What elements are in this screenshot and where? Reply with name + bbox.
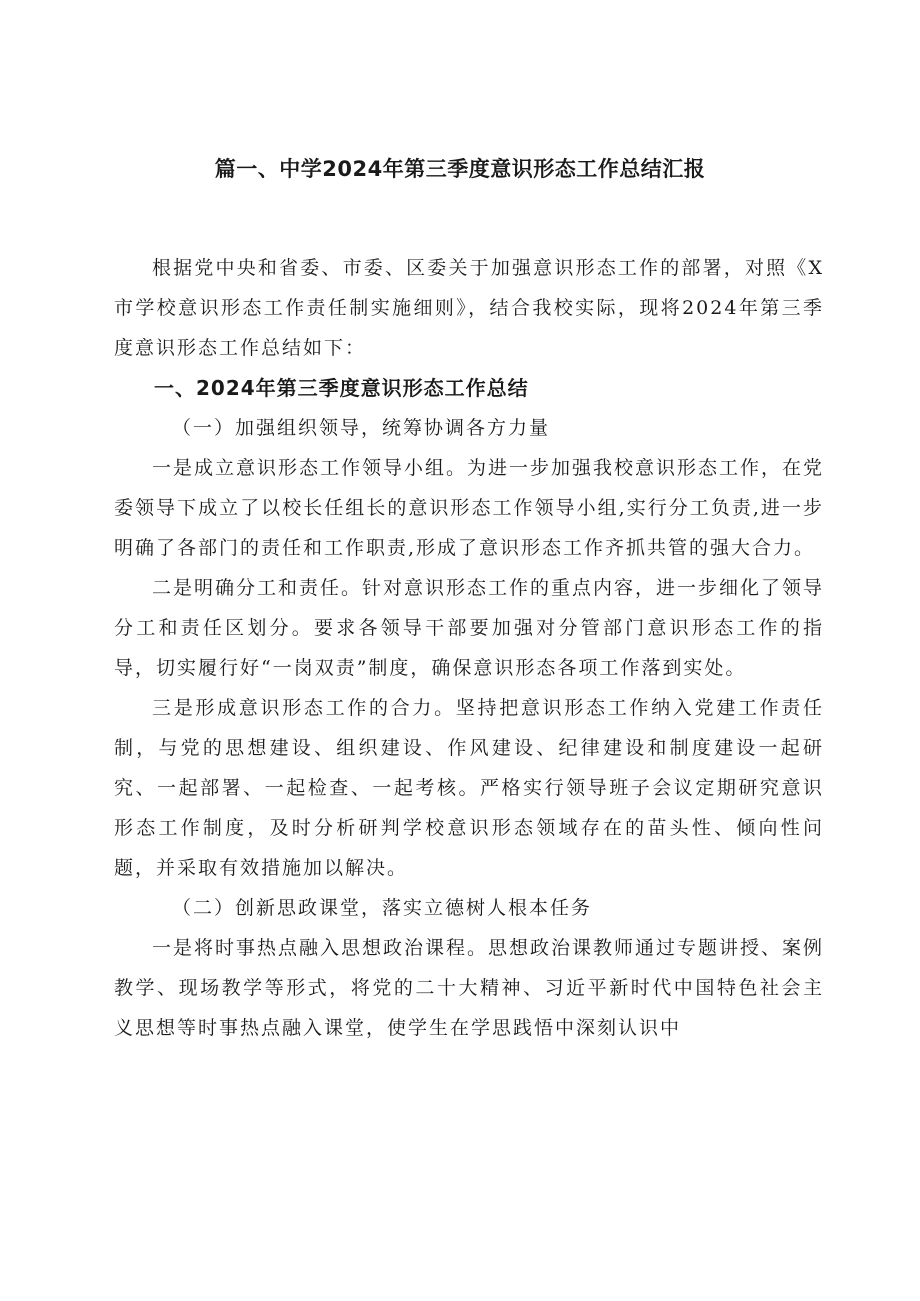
section-heading-1: 一、2024年第三季度意识形态工作总结 <box>154 376 529 400</box>
subsection-heading-2: （二）创新思政课堂，落实立德树人根本任务 <box>172 897 593 919</box>
document-body <box>114 248 824 1048</box>
subsection-heading-1: （一）加强组织领导，统筹协调各方力量 <box>172 417 551 439</box>
paragraph-joint-effort: 三是形成意识形态工作的合力。坚持把意识形态工作纳入党建工作责任制，与党的思想建设、组织建设、作风建设、纪律建设和制度建设一起研究、一起部署、一起检查、一起考核。严格实行领导班子会议定期研究意识形态工作制度，及时分析研判学校意识形态领域存在的苗头性、倾向性问题，并采取有效措施加以解决。 <box>114 697 824 879</box>
document-title: 篇一、中学2024年第三季度意识形态工作总结汇报 <box>214 157 706 181</box>
paragraph-division-of-duties: 二是明确分工和责任。针对意识形态工作的重点内容，进一步细化了领导分工和责任区划分。要求各领导干部要加强对分管部门意识形态工作的指导，切实履行好“一岗双责”制度，确保意识形态各项工作落到实处。 <box>114 577 825 679</box>
intro-paragraph: 根据党中央和省委、市委、区委关于加强意识形态工作的部署，对照《X市学校意识形态工作责任制实施细则》，结合我校实际，现将2024年第三季度意识形态工作总结如下： <box>114 257 824 359</box>
paragraph-leadership-group: 一是成立意识形态工作领导小组。为进一步加强我校意识形态工作，在党委领导下成立了以校长任组长的意识形态工作领导小组,实行分工负责,进一步明确了各部门的责任和工作职责,形成了意识形态工作齐抓共管的强大合力。 <box>114 457 825 559</box>
paragraph-current-affairs: 一是将时事热点融入思想政治课程。思想政治课教师通过专题讲授、案例教学、现场教学等形式，将党的二十大精神、习近平新时代中国特色社会主义思想等时事热点融入课堂，使学生在学思践悟中深刻认识中 <box>114 937 825 1039</box>
